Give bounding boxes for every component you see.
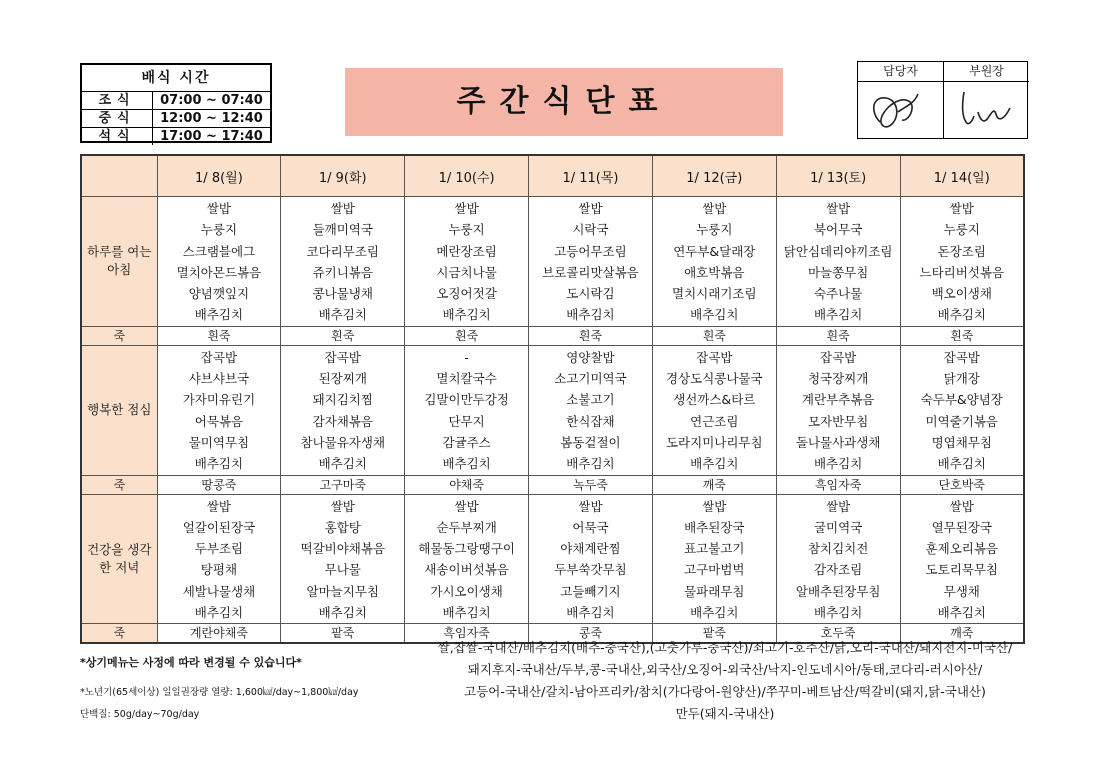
menu-item: 쌀밥: [949, 498, 974, 514]
menu-item: 배추김치: [690, 307, 739, 323]
menu-cell: [776, 197, 900, 327]
menu-cell: [281, 345, 405, 475]
porridge-cell: 흰죽: [157, 326, 281, 345]
menu-item: 배추김치: [442, 456, 491, 472]
menu-item: 잡곡밥: [696, 349, 733, 365]
menu-item: 도시락김: [566, 286, 615, 302]
menu-item: 단무지: [448, 413, 485, 429]
menu-item: 무나물: [324, 562, 361, 578]
menu-item: 잡곡밥: [200, 349, 238, 365]
menu-item: 물파래무침: [684, 583, 745, 599]
menu-item: 두부쑥갓무침: [554, 562, 627, 578]
menu-item: 메란장조림: [436, 243, 497, 259]
menu-cell: [157, 345, 281, 475]
menu-item: 스크램블에그: [182, 243, 256, 259]
menu-item: 무생채: [943, 583, 980, 599]
porridge-label: 죽: [81, 326, 157, 345]
menu-item: 돈장조림: [937, 243, 986, 259]
day-header: 1/ 13(토): [776, 155, 900, 197]
menu-item: 훈제오리볶음: [925, 541, 998, 557]
menu-item: 감자조림: [813, 562, 863, 578]
table-corner: [81, 155, 157, 197]
menu-item: 얼갈이된장국: [182, 519, 256, 535]
porridge-cell: 녹두죽: [529, 475, 653, 494]
signature-manager: [858, 82, 943, 143]
menu-item: 돼지김치찜: [312, 392, 373, 408]
menu-cell: [652, 345, 776, 475]
menu-item: 연근조림: [690, 413, 739, 429]
serving-time-box: [80, 63, 272, 143]
menu-cell: [900, 345, 1024, 475]
menu-table: [80, 154, 1025, 644]
approval-col-manager: [858, 62, 943, 138]
notes-warning: *상기메뉴는 사정에 따라 변경될 수 있습니다*: [80, 656, 302, 669]
menu-item: 닭개장: [943, 371, 980, 387]
menu-item: 알마늘지무침: [306, 583, 379, 599]
serving-time-row-lunch: [82, 110, 270, 128]
menu-item: 참나물유자생채: [300, 434, 386, 450]
menu-item: 영양찰밥: [566, 349, 615, 365]
day-header-row: [81, 155, 1024, 197]
meal-row: [81, 345, 1024, 475]
porridge-cell: 팥죽: [652, 624, 776, 644]
menu-item: 멸치칼국수: [436, 371, 497, 387]
menu-item: 배추김치: [813, 605, 863, 621]
menu-item: 떡갈비야채볶음: [300, 541, 386, 557]
menu-cell: [157, 494, 281, 624]
menu-item: 마늘쫑무침: [807, 264, 869, 280]
menu-item: 시락국: [572, 222, 609, 238]
menu-item: 굴미역국: [813, 519, 863, 535]
porridge-cell: 깨죽: [900, 624, 1024, 644]
porridge-cell: 흰죽: [281, 326, 405, 345]
menu-item: 배추김치: [194, 605, 244, 621]
menu-item: 배추김치: [937, 307, 986, 323]
menu-item: 가시오이생채: [430, 583, 503, 599]
menu-item: 배추김치: [442, 307, 491, 323]
menu-item: 쌀밥: [206, 498, 231, 514]
menu-cell: [405, 494, 529, 624]
menu-item: 어묵볶음: [194, 413, 244, 429]
day-header: 1/ 10(수): [405, 155, 529, 197]
origin-line: 돼지후지-국내산/두부,콩-국내산,외국산/오징어-외국산/낙지-인도네시아/동태,코다리-러시아산/: [467, 662, 983, 677]
menu-item: 배추김치: [566, 605, 615, 621]
menu-item: 북어무국: [813, 222, 863, 238]
menu-item: 새송이버섯볶음: [424, 562, 509, 578]
menu-cell: [405, 197, 529, 327]
menu-item: 참치김치전: [807, 541, 869, 557]
menu-item: 오징어젓갈: [436, 286, 497, 302]
menu-item: -: [464, 349, 469, 365]
menu-item: 배추김치: [318, 307, 367, 323]
menu-item: 청국장찌개: [807, 371, 869, 387]
menu-item: 잡곡밥: [820, 349, 857, 365]
porridge-cell: 흰죽: [529, 326, 653, 345]
menu-item: 브로콜리맛살볶음: [542, 264, 639, 280]
menu-item: 느타리버섯볶음: [919, 264, 1005, 280]
menu-item: 누룽지: [696, 222, 733, 238]
page-title: 주간식단표: [345, 68, 783, 136]
porridge-cell: 흰죽: [652, 326, 776, 345]
day-header: 1/ 14(일): [900, 155, 1024, 197]
menu-item: 쌀밥: [702, 498, 727, 514]
menu-item: 배추김치: [318, 605, 367, 621]
menu-item: 멸치시래기조림: [672, 286, 757, 302]
menu-item: 고등어무조림: [554, 243, 627, 259]
porridge-label: 죽: [81, 624, 157, 644]
menu-item: 누룽지: [448, 222, 485, 238]
menu-item: 쌀밥: [454, 498, 479, 514]
porridge-cell: 흰죽: [900, 326, 1024, 345]
menu-cell: [529, 197, 653, 327]
serving-time-row-dinner: [82, 128, 270, 145]
approval-col-director: [943, 62, 1029, 138]
porridge-row: [81, 475, 1024, 494]
menu-item: 돌나물사과생채: [795, 434, 881, 450]
menu-item: 두부조림: [194, 541, 244, 557]
menu-item: 배추김치: [194, 456, 244, 472]
menu-item: 세발나물생채: [182, 583, 256, 599]
menu-item: 봄동겉절이: [560, 434, 621, 450]
menu-item: 어묵국: [572, 519, 609, 535]
menu-item: 시금치나물: [436, 264, 497, 280]
serving-time-label: 석식: [82, 128, 153, 145]
menu-cell: [652, 197, 776, 327]
approval-header: 담당자: [858, 62, 943, 82]
menu-item: 쌀밥: [454, 201, 479, 216]
menu-cell: [529, 345, 653, 475]
porridge-cell: 팥죽: [281, 624, 405, 644]
menu-item: 숙두부&양념장: [920, 392, 1003, 408]
menu-item: 감자채볶음: [312, 413, 373, 429]
menu-item: 잡곡밥: [943, 349, 980, 365]
menu-item: 백오이생채: [931, 286, 992, 302]
menu-cell: [157, 197, 281, 327]
porridge-cell: 호두죽: [776, 624, 900, 644]
menu-item: 배추김치: [194, 307, 244, 323]
porridge-cell: 콩죽: [529, 624, 653, 644]
menu-item: 쌀밥: [949, 201, 974, 216]
menu-item: 쌀밥: [826, 201, 851, 216]
meal-label: 건강을 생각한 저녁: [81, 494, 157, 624]
menu-cell: [776, 345, 900, 475]
porridge-cell: 흑임자죽: [776, 475, 900, 494]
porridge-cell: 깨죽: [652, 475, 776, 494]
menu-item: 숙주나물: [813, 286, 863, 302]
menu-item: 쌀밥: [578, 201, 603, 216]
serving-time-value: 07:00 ~ 07:40: [160, 93, 263, 108]
menu-item: 배추김치: [566, 456, 615, 472]
menu-item: 열무된장국: [931, 519, 992, 535]
porridge-cell: 흰죽: [776, 326, 900, 345]
porridge-row: [81, 326, 1024, 345]
serving-time-value: 12:00 ~ 12:40: [160, 111, 263, 126]
menu-item: 쌀밥: [206, 201, 231, 216]
origin-line: 만두(돼지-국내산): [675, 706, 775, 721]
menu-item: 누룽지: [943, 222, 980, 238]
origin-line: 고등어-국내산/갈치-남아프리카/참치(가다랑어-원양산)/쭈꾸미-베트남산/떡갈비(돼지,닭-국내산): [464, 684, 986, 699]
menu-item: 쌀밥: [578, 498, 603, 514]
menu-item: 연두부&달래장: [673, 243, 756, 259]
menu-cell: [529, 494, 653, 624]
notes-protein: 단백질: 50g/day~70g/day: [80, 709, 200, 720]
menu-item: 들깨미역국: [312, 222, 373, 238]
menu-item: 코다리무조림: [306, 243, 379, 259]
day-header: 1/ 12(금): [652, 155, 776, 197]
menu-item: 고들빼기지: [560, 583, 621, 599]
serving-time-row-breakfast: [82, 92, 270, 110]
serving-time-value: 17:00 ~ 17:40: [160, 129, 263, 144]
menu-cell: [405, 345, 529, 475]
signature-director: [944, 82, 1029, 143]
porridge-cell: 땅콩죽: [157, 475, 281, 494]
menu-item: 홍합탕: [324, 519, 361, 535]
menu-item: 감귤주스: [442, 434, 491, 450]
menu-item: 알배추된장무침: [795, 583, 881, 599]
approval-header: 부원장: [944, 62, 1029, 82]
menu-cell: [281, 197, 405, 327]
menu-item: 된장찌개: [318, 371, 367, 387]
origin-info: [405, 637, 1045, 725]
menu-item: 해물동그랑땡구이: [418, 541, 515, 557]
menu-item: 쌀밥: [702, 201, 727, 216]
menu-item: 배추김치: [442, 605, 491, 621]
menu-item: 도토리묵무침: [925, 562, 998, 578]
menu-cell: [776, 494, 900, 624]
menu-item: 배추김치: [937, 605, 986, 621]
menu-item: 도라지미나리무침: [665, 434, 763, 450]
serving-time-label: 조식: [82, 92, 153, 109]
menu-item: 애호박볶음: [684, 264, 745, 280]
menu-item: 김말이만두강정: [424, 392, 509, 408]
menu-item: 쌀밥: [826, 498, 851, 514]
day-header: 1/ 8(월): [157, 155, 281, 197]
meal-row: [81, 197, 1024, 327]
menu-item: 가자미유린기: [182, 392, 256, 408]
menu-item: 탕평채: [200, 562, 238, 578]
porridge-cell: 단호박죽: [900, 475, 1024, 494]
porridge-cell: 흑임자죽: [405, 624, 529, 644]
menu-item: 미역줄기볶음: [925, 413, 998, 429]
menu-item: 잡곡밥: [324, 349, 361, 365]
porridge-cell: 계란야채죽: [157, 624, 281, 644]
porridge-cell: 고구마죽: [281, 475, 405, 494]
menu-cell: [652, 494, 776, 624]
notes-calorie: *노년기(65세이상) 일일권장량 열량: 1,600㎉/day~1,800㎉/day: [80, 687, 359, 698]
menu-item: 쥬키니볶음: [312, 264, 373, 280]
menu-item: 누룽지: [200, 222, 238, 238]
menu-item: 쌀밥: [330, 498, 355, 514]
menu-item: 소고기미역국: [554, 371, 627, 387]
menu-item: 배추된장국: [684, 519, 745, 535]
menu-body: [81, 197, 1024, 644]
menu-item: 생선까스&타르: [673, 392, 756, 408]
menu-item: 배추김치: [690, 456, 739, 472]
menu-item: 콩나물냉채: [312, 286, 373, 302]
menu-cell: [900, 494, 1024, 624]
porridge-cell: 야채죽: [405, 475, 529, 494]
menu-item: 배추김치: [813, 307, 863, 323]
day-header: 1/ 11(목): [529, 155, 653, 197]
menu-cell: [281, 494, 405, 624]
menu-item: 닭안심데리야끼조림: [783, 243, 893, 259]
menu-item: 표고불고기: [684, 541, 745, 557]
meal-label: 하루를 여는 아침: [81, 197, 157, 327]
menu-item: 야채계란찜: [560, 541, 621, 557]
menu-item: 소불고기: [566, 392, 615, 408]
menu-item: 샤브샤브국: [188, 371, 250, 387]
menu-item: 순두부찌개: [436, 519, 497, 535]
approval-box: [857, 61, 1028, 139]
menu-item: 고구마범벅: [684, 562, 745, 578]
menu-item: 물미역무침: [188, 434, 250, 450]
serving-time-label: 중식: [82, 110, 153, 127]
menu-item: 경상도식콩나물국: [665, 371, 763, 387]
menu-item: 멸치아몬드볶음: [176, 264, 262, 280]
porridge-label: 죽: [81, 475, 157, 494]
menu-item: 배추김치: [318, 456, 367, 472]
menu-item: 양념깻잎지: [188, 286, 250, 302]
menu-item: 배추김치: [813, 456, 863, 472]
day-header: 1/ 9(화): [281, 155, 405, 197]
menu-item: 계란부추볶음: [801, 392, 875, 408]
porridge-cell: 흰죽: [405, 326, 529, 345]
menu-item: 배추김치: [937, 456, 986, 472]
menu-cell: [900, 197, 1024, 327]
meal-row: [81, 494, 1024, 624]
notes: [80, 654, 410, 726]
menu-item: 명엽채무침: [931, 434, 992, 450]
menu-item: 쌀밥: [330, 201, 355, 216]
menu-item: 한식잡채: [566, 413, 615, 429]
menu-item: 배추김치: [690, 605, 739, 621]
serving-time-title: 배식 시간: [82, 65, 270, 92]
meal-label: 행복한 점심: [81, 345, 157, 475]
menu-item: 배추김치: [566, 307, 615, 323]
origin-line: 쌀,찹쌀-국내산/배추김치(배추-중국산),(고춧가루-중국산)/쇠고기-호주산/닭,오리-국내산/돼지전지-미국산/: [437, 640, 1013, 655]
menu-item: 모자반무침: [807, 413, 869, 429]
